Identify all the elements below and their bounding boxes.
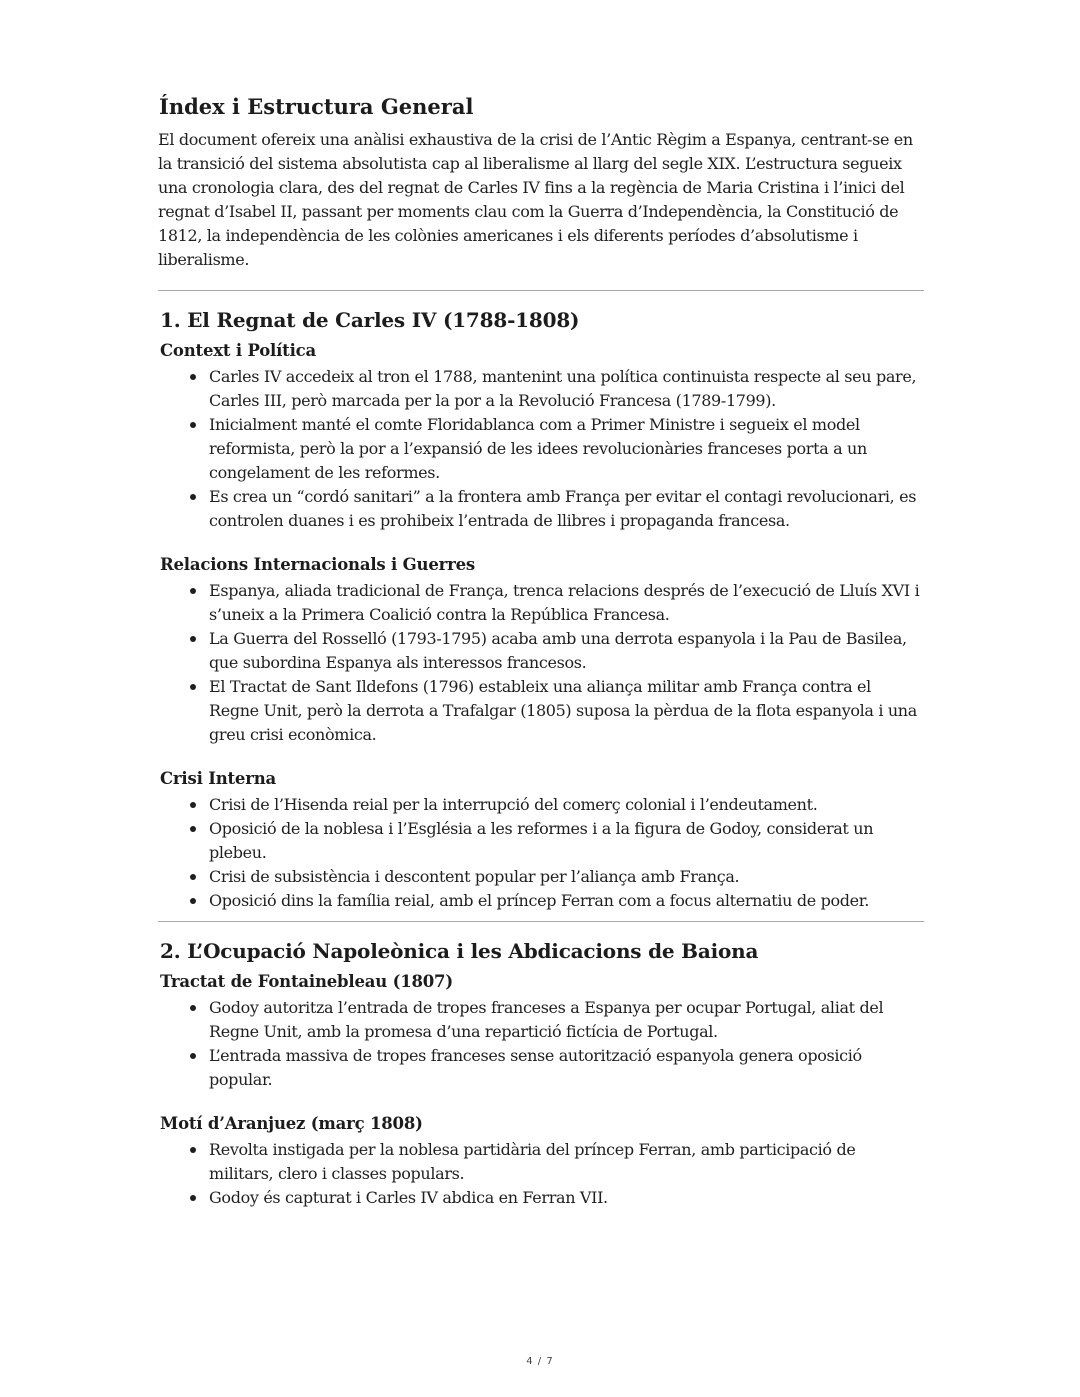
list-item: L’entrada massiva de tropes franceses sense autorització espanyola genera oposició popular. <box>209 1044 924 1092</box>
section-divider <box>158 921 924 922</box>
subsection-title: Crisi Interna <box>160 769 277 788</box>
page-number: 4 / 7 <box>526 1356 554 1367</box>
list-item: Revolta instigada per la noblesa partidària del príncep Ferran, amb participació de militars, clero i classes populars. <box>209 1138 924 1186</box>
section-1-title: 1. El Regnat de Carles IV (1788-1808) <box>160 308 580 332</box>
list-item: Oposició de la noblesa i l’Església a les reformes i a la figura de Godoy, considerat un plebeu. <box>209 817 924 865</box>
list-item: El Tractat de Sant Ildefons (1796) estableix una aliança militar amb França contra el Regne Unit, però la derrota a Trafalgar (1805) suposa la pèrdua de la flota espanyola i una greu crisi econòmica. <box>209 675 924 747</box>
subsection-title: Context i Política <box>160 341 317 360</box>
list-item: Carles IV accedeix al tron el 1788, mantenint una política continuista respecte al seu pare, Carles III, però marcada per la por a la Revolució Francesa (1789-1799). <box>209 365 924 413</box>
list-item: Inicialment manté el comte Floridablanca com a Primer Ministre i segueix el model reformista, però la por a l’expansió de les idees revolucionàries franceses porta a un congelament de les reformes. <box>209 413 924 485</box>
list-item: Godoy autoritza l’entrada de tropes franceses a Espanya per ocupar Portugal, aliat del Regne Unit, amb la promesa d’una repartició fictícia de Portugal. <box>209 996 924 1044</box>
bullet-list <box>158 579 924 747</box>
list-item: Oposició dins la família reial, amb el príncep Ferran com a focus alternatiu de poder. <box>209 889 924 913</box>
bullet-list <box>158 365 924 533</box>
list-item: Crisi de l’Hisenda reial per la interrupció del comerç colonial i l’endeutament. <box>209 793 924 817</box>
document-page <box>158 92 924 1230</box>
index-paragraph: El document ofereix una anàlisi exhaustiva de la crisi de l’Antic Règim a Espanya, centrant-se en la transició del sistema absolutista cap al liberalisme al llarg del segle XIX. L’estructura segueix una cronologia clara, des del regnat de Carles IV fins a la regència de Maria Cristina i l’inici del regnat d’Isabel II, passant per moments clau com la Guerra d’Independència, la Constitució de 1812, la independència de les colònies americanes i els diferents períodes d’absolutisme i liberalisme. <box>158 130 913 269</box>
list-item: Espanya, aliada tradicional de França, trenca relacions després de l’execució de Lluís XVI i s’uneix a la Primera Coalició contra la República Francesa. <box>209 579 924 627</box>
subsection-title: Motí d’Aranjuez (març 1808) <box>160 1114 423 1133</box>
list-item: La Guerra del Rosselló (1793-1795) acaba amb una derrota espanyola i la Pau de Basilea, que subordina Espanya als interessos francesos. <box>209 627 924 675</box>
index-title: Índex i Estructura General <box>159 94 474 119</box>
subsection-title: Relacions Internacionals i Guerres <box>160 555 476 574</box>
section-divider <box>158 290 924 291</box>
bullet-list <box>158 996 924 1092</box>
list-item: Es crea un “cordó sanitari” a la frontera amb França per evitar el contagi revolucionari, es controlen duanes i es prohibeix l’entrada de llibres i propaganda francesa. <box>209 485 924 533</box>
list-item: Godoy és capturat i Carles IV abdica en Ferran VII. <box>209 1186 924 1210</box>
section-2-title: 2. L’Ocupació Napoleònica i les Abdicacions de Baiona <box>160 939 759 963</box>
bullet-list <box>158 793 924 913</box>
subsection-title: Tractat de Fontainebleau (1807) <box>160 972 453 991</box>
list-item: Crisi de subsistència i descontent popular per l’aliança amb França. <box>209 865 924 889</box>
bullet-list <box>158 1138 924 1210</box>
